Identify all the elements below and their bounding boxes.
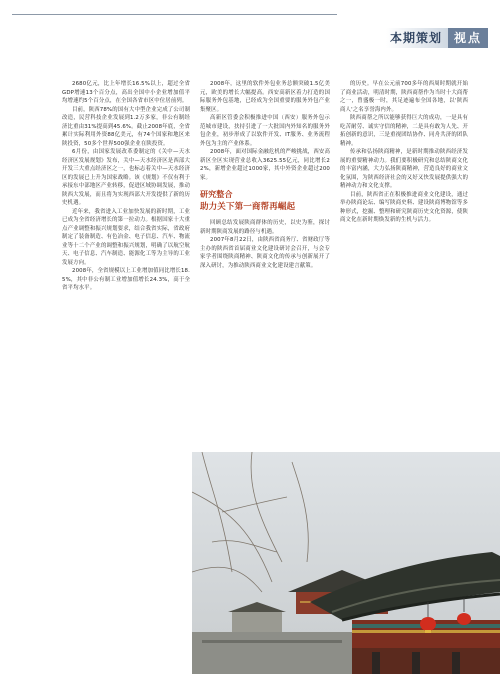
column-tag <box>386 28 488 48</box>
text-column-right <box>340 80 468 225</box>
paragraph: 陕西商帮之所以能够获得巨大的成功，一是具有吃苦耐劳、诚实守信的精神，二是具有敢为人先、开拓创新的意识，三是重视团结协作、同舟共济的团队精神。 <box>340 115 468 147</box>
paragraph: 2007年8月22日，由陕西省商务厅、省财政厅等主办的陕西省首届商业文化建设研讨会召开，与会专家学者围绕陕商精神、陕商文化的传承与创新展开了深入研讨，为推动陕西商业文化建设建言献策。 <box>200 237 330 269</box>
paragraph: 传承和弘扬陕商精神，是新时期推动陕西经济发展的重要精神动力。我们要积极研究和总结陕商文化的丰富内涵，大力弘扬陕商精神，营造良好的商业文化氛围，为陕西经济社会的又好又快发展提供强大的精神动力和文化支撑。 <box>340 149 468 189</box>
paragraph: 的历史。早在公元前700多年的西周时期就开始了商业活动，明清时期，陕西商帮作为当时十大商帮之一，曾盛极一时，其足迹遍布全国各地，以'陕西商人'之名享誉海内外。 <box>340 81 468 113</box>
text-column-middle <box>200 80 330 270</box>
paragraph: 2008年，这里的软件外包业务总额突破1.5亿美元，欧美的增长大幅提高。西安高新区着力打造的国际服务外包基地，已经成为全国重要的服务外包产业集聚区。 <box>200 81 330 113</box>
section-tag: 研究整合 <box>200 190 233 199</box>
paragraph: 回顾总结发展陕商群体的历史，以史为鉴，探讨新时期陕商发展的路径与机遇。 <box>200 220 330 235</box>
paragraph: 近年来，我省进入工业加快发展的新时期，工业已成为全省经济增长的第一拉动力。根据国家十大重点产业调整和振兴规划要求，结合我省实际，省政府制定了装备制造、有色冶金、电子信息、汽车、物流业等十二个产业的调整和振兴规划，明确了以航空航天、电子信息、汽车制造、能源化工等为主导的工业发展方向。 <box>62 208 190 266</box>
paragraph: 高新区管委会积极推进中国（西安）服务外包示范城市建设，扶持引进了一大批国内外知名的服务外包企业，初步形成了以软件开发、IT服务、业务流程外包为主的产业体系。 <box>200 115 330 147</box>
paragraph: 2680亿元，比上年增长16.5%以上，超过全省GDP增速13个百分点，高出全国中小企业增加值平均增速约5个百分点，在全国各省市区中位居前列。 <box>62 81 190 104</box>
page-header <box>0 0 500 62</box>
paragraph: 2008年，面对国际金融危机的严峻挑战，西安高新区全区实现营业总收入3625.55亿元，同比增长22%，新增企业超过1000家，其中外资企业超过200家。 <box>200 149 330 181</box>
column-name: 本期策划 <box>386 28 448 48</box>
paragraph: 目前，陕西78%的国有大中型企业完成了公司制改造，民营科技企业发展到1.2万多家，非公有制经济比重由31%提高到45.6%。截止2008年底，全省累计实际利用外资88亿美元，有74个国家和地区来陕投资，50多个世界500强企业在陕投资。 <box>62 106 190 147</box>
paragraph: 6月份，由国家发展改革委制定的《关中—天水经济区发展规划》发布，关中—天水经济区是西部大开发三大重点经济区之一，也标志着关中—天水经济区的发展已上升为国家战略。该《规划》不仅有利于承接东中部地区产业转移，促进区域协调发展，推动陕西大发展，而且将为实现西部大开发提供了新的历史机遇。 <box>62 149 190 206</box>
column-tag-label: 视点 <box>448 28 488 48</box>
header-rule <box>12 14 337 15</box>
temple-roof-photo <box>192 452 500 674</box>
paragraph: 2008年，全省规模以上工业增加值同比增长18.5%，其中非公有制工业增加值增长24.3%，高于全省平均水平。 <box>62 268 190 291</box>
text-column-left <box>62 80 190 293</box>
paragraph: 目前，陕西省正在积极推进商业文化建设，通过举办陕商论坛、编写陕商史料、建设陕商博物馆等多种形式，挖掘、整理和研究陕商历史文化资源，使陕商文化在新时期焕发新的生机与活力。 <box>340 191 468 223</box>
section-title: 助力关下第一商帮再崛起 <box>200 202 296 212</box>
